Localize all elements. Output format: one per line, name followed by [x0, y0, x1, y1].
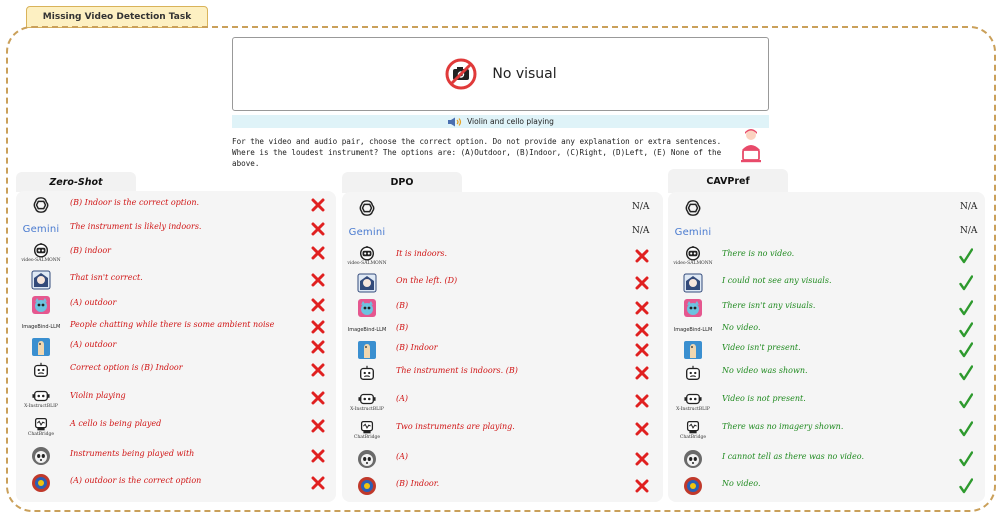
cross-icon: [635, 276, 649, 290]
incorrect-mark: [632, 362, 652, 384]
response-row: [16, 242, 336, 266]
model-logo: [24, 387, 58, 409]
colorful-avatar-icon: [31, 473, 51, 493]
incorrect-mark: [632, 245, 652, 267]
gemini-logo-icon: Gemini: [22, 223, 60, 235]
robot-face-icon: [684, 364, 702, 382]
panel-title: DPO: [342, 172, 462, 193]
response-row: [342, 297, 663, 321]
model-logo: [350, 197, 384, 219]
response-text: No video was shown.: [722, 366, 808, 375]
no-camera-icon: [444, 57, 478, 91]
video-salmonn-robot-icon: [358, 246, 376, 261]
model-logo: [21, 242, 61, 264]
response-text: (A): [396, 452, 409, 461]
model-logo: [676, 221, 710, 243]
response-row: [342, 339, 663, 363]
response-row: [668, 339, 985, 363]
model-logo: [24, 269, 58, 291]
response-text: There is no video.: [722, 249, 795, 258]
incorrect-mark: [308, 445, 328, 467]
avatar-anime-icon: [31, 270, 51, 290]
response-text: There isn't any visuals.: [722, 301, 816, 310]
response-row: [668, 362, 985, 386]
response-text: That isn't correct.: [70, 273, 143, 282]
incorrect-mark: [632, 448, 652, 470]
correct-mark: [956, 448, 976, 470]
response-row: [16, 445, 336, 469]
model-logo: [24, 294, 58, 316]
check-icon: [959, 342, 973, 358]
cross-icon: [311, 320, 325, 334]
openai-logo-icon: [32, 196, 50, 214]
check-icon: [959, 322, 973, 338]
model-caption: video-SALMONN: [673, 261, 713, 266]
model-logo: [24, 472, 58, 494]
response-text: On the left. (D): [396, 276, 458, 285]
response-row: [668, 297, 985, 321]
response-row: [16, 294, 336, 318]
model-caption: ChatBridge: [27, 431, 55, 437]
correct-mark: [956, 297, 976, 319]
speaker-icon: [447, 117, 463, 127]
response-row: [342, 221, 663, 245]
response-text: Instruments being played with: [70, 449, 195, 458]
cat-avatar-icon: [31, 295, 51, 315]
check-icon: [959, 275, 973, 291]
correct-mark: [956, 362, 976, 384]
model-logo: [350, 448, 384, 470]
response-row: [342, 197, 663, 221]
panda-icon: [31, 446, 51, 466]
incorrect-mark: [632, 418, 652, 440]
correct-mark: [956, 319, 976, 341]
response-text: (A) outdoor is the correct option: [70, 476, 202, 485]
response-row: [16, 387, 336, 411]
response-text: (B) Indoor.: [396, 479, 440, 488]
response-text: (B): [396, 323, 409, 332]
cat-avatar-icon: [683, 298, 703, 318]
llama-avatar-icon: [683, 340, 703, 360]
response-row: [342, 245, 663, 269]
model-logo: [350, 339, 384, 361]
model-caption: X-InstructBLIP: [350, 406, 384, 412]
response-text: (B) Indoor: [396, 343, 438, 352]
response-text: (B) indoor: [70, 246, 111, 255]
model-logo: [24, 218, 58, 240]
correct-mark: [956, 390, 976, 412]
colorful-avatar-icon: [357, 476, 377, 496]
incorrect-mark: [308, 415, 328, 437]
response-text: (A): [396, 394, 409, 403]
model-caption: video-SALMONN: [21, 258, 61, 263]
model-logo: [676, 197, 710, 219]
audio-label: Violin and cello playing: [467, 117, 554, 126]
cross-icon: [635, 323, 649, 337]
cross-icon: [311, 298, 325, 312]
cross-icon: [635, 249, 649, 263]
response-text: A cello is being played: [70, 419, 162, 428]
video-salmonn-robot-icon: [32, 243, 50, 258]
panel-title: Zero-Shot: [16, 172, 136, 192]
model-logo: [676, 475, 710, 497]
cross-icon: [311, 476, 325, 490]
model-logo: [676, 272, 710, 294]
cross-icon: [635, 479, 649, 493]
incorrect-mark: [632, 339, 652, 361]
panda-icon: [683, 449, 703, 469]
model-logo: [676, 448, 710, 470]
response-row: [342, 448, 663, 472]
response-row: [16, 194, 336, 218]
imagebind-llm-logo: ImageBind-LLM: [673, 327, 713, 333]
incorrect-mark: [308, 387, 328, 409]
na-label: N/A: [632, 226, 650, 236]
model-logo: [676, 297, 710, 319]
response-row: [16, 359, 336, 383]
model-logo: [350, 221, 384, 243]
model-logo: [347, 319, 387, 341]
gemini-logo-icon: Gemini: [674, 226, 712, 238]
response-row: [16, 336, 336, 360]
model-logo: [350, 272, 384, 294]
response-text: Video is not present.: [722, 394, 806, 403]
panel-zero-shot: [16, 191, 336, 502]
incorrect-mark: [308, 218, 328, 240]
chatbridge-robot-icon: [684, 419, 702, 435]
response-row: [668, 221, 985, 245]
video-salmonn-robot-icon: [684, 246, 702, 261]
robot-icon: [684, 391, 702, 407]
response-row: [668, 197, 985, 221]
check-icon: [959, 248, 973, 264]
colorful-avatar-icon: [683, 476, 703, 496]
incorrect-mark: [308, 472, 328, 494]
response-row: [668, 475, 985, 499]
model-logo: [673, 319, 713, 341]
response-row: [16, 472, 336, 496]
response-text: Two instruments are playing.: [396, 422, 515, 431]
model-logo: [676, 418, 710, 440]
cross-icon: [635, 343, 649, 357]
response-row: [342, 475, 663, 499]
robot-icon: [358, 391, 376, 407]
user-icon: [738, 128, 764, 164]
video-label: No visual: [492, 66, 557, 82]
correct-mark: [956, 339, 976, 361]
response-text: I cannot tell as there was no video.: [722, 452, 864, 461]
response-text: Correct option is (B) Indoor: [70, 363, 183, 372]
avatar-anime-icon: [683, 273, 703, 293]
response-row: [668, 390, 985, 414]
cat-avatar-icon: [357, 298, 377, 318]
response-row: [668, 245, 985, 269]
cross-icon: [311, 246, 325, 260]
model-logo: [24, 415, 58, 437]
correct-mark: [956, 475, 976, 497]
response-text: Violin playing: [70, 391, 126, 400]
openai-logo-icon: [358, 199, 376, 217]
model-logo: [347, 245, 387, 267]
response-row: [342, 272, 663, 296]
chatbridge-robot-icon: [32, 416, 50, 432]
incorrect-mark: [308, 294, 328, 316]
check-icon: [959, 421, 973, 437]
cross-icon: [635, 394, 649, 408]
response-row: [668, 418, 985, 442]
model-logo: [350, 297, 384, 319]
cross-icon: [311, 363, 325, 377]
response-row: [16, 218, 336, 242]
model-logo: [24, 336, 58, 358]
check-icon: [959, 451, 973, 467]
model-logo: [350, 390, 384, 412]
model-caption: X-InstructBLIP: [24, 403, 58, 409]
correct-mark: [956, 272, 976, 294]
panel-cavpref: [668, 192, 985, 502]
response-row: [342, 390, 663, 414]
na-label: N/A: [960, 202, 978, 212]
incorrect-mark: [308, 194, 328, 216]
model-logo: [673, 245, 713, 267]
check-icon: [959, 478, 973, 494]
model-logo: [21, 316, 61, 338]
response-text: (A) outdoor: [70, 298, 117, 307]
response-row: [668, 272, 985, 296]
response-row: [16, 415, 336, 439]
response-row: [16, 269, 336, 293]
model-caption: ChatBridge: [679, 434, 707, 440]
model-logo: [350, 362, 384, 384]
model-logo: [24, 194, 58, 216]
check-icon: [959, 393, 973, 409]
response-text: (B): [396, 301, 409, 310]
panel-dpo: [342, 192, 663, 502]
response-text: (B) Indoor is the correct option.: [70, 198, 200, 207]
na-label: N/A: [960, 226, 978, 236]
incorrect-mark: [632, 272, 652, 294]
incorrect-mark: [308, 359, 328, 381]
cross-icon: [311, 419, 325, 433]
model-logo: [24, 359, 58, 381]
check-icon: [959, 300, 973, 316]
cross-icon: [311, 198, 325, 212]
model-logo: [676, 339, 710, 361]
model-logo: [676, 390, 710, 412]
llama-avatar-icon: [31, 337, 51, 357]
cross-icon: [311, 222, 325, 236]
cross-icon: [311, 449, 325, 463]
cross-icon: [635, 452, 649, 466]
response-row: [668, 448, 985, 472]
cross-icon: [311, 391, 325, 405]
imagebind-llm-logo: ImageBind-LLM: [21, 324, 61, 330]
response-row: [342, 418, 663, 442]
model-logo: [676, 362, 710, 384]
robot-icon: [32, 388, 50, 404]
panel-title: CAVPref: [668, 169, 788, 193]
response-text: No video.: [722, 479, 761, 488]
model-logo: [24, 445, 58, 467]
model-caption: ChatBridge: [353, 434, 381, 440]
model-caption: X-InstructBLIP: [676, 406, 710, 412]
cross-icon: [311, 273, 325, 287]
response-text: No video.: [722, 323, 761, 332]
model-caption: video-SALMONN: [347, 261, 387, 266]
response-text: People chatting while there is some ambient noise: [70, 320, 275, 329]
na-label: N/A: [632, 202, 650, 212]
model-logo: [350, 475, 384, 497]
incorrect-mark: [632, 319, 652, 341]
cross-icon: [311, 340, 325, 354]
robot-face-icon: [358, 364, 376, 382]
openai-logo-icon: [684, 199, 702, 217]
llama-avatar-icon: [357, 340, 377, 360]
response-text: I could not see any visuals.: [722, 276, 832, 285]
cross-icon: [635, 366, 649, 380]
incorrect-mark: [632, 475, 652, 497]
panda-icon: [357, 449, 377, 469]
response-text: It is indoors.: [396, 249, 448, 258]
cross-icon: [635, 301, 649, 315]
response-row: [342, 362, 663, 386]
incorrect-mark: [632, 297, 652, 319]
incorrect-mark: [308, 242, 328, 264]
video-placeholder: [232, 37, 769, 111]
correct-mark: [956, 245, 976, 267]
robot-face-icon: [32, 361, 50, 379]
response-text: Video isn't present.: [722, 343, 801, 352]
model-logo: [350, 418, 384, 440]
audio-caption: [232, 115, 769, 128]
response-text: There was no imagery shown.: [722, 422, 844, 431]
correct-mark: [956, 418, 976, 440]
incorrect-mark: [308, 336, 328, 358]
task-label: Missing Video Detection Task: [26, 6, 208, 28]
avatar-anime-icon: [357, 273, 377, 293]
incorrect-mark: [308, 269, 328, 291]
question-text: For the video and audio pair, choose the correct option. Do not provide any explanation or extra sentences. Where is the loudest instrument? The options are: (A)Outdoor, (B)Indoor, (C)Right, (D)Left, (E) None of the above.: [232, 137, 722, 168]
response-text: (A) outdoor: [70, 340, 117, 349]
cross-icon: [635, 422, 649, 436]
gemini-logo-icon: Gemini: [348, 226, 386, 238]
check-icon: [959, 365, 973, 381]
imagebind-llm-logo: ImageBind-LLM: [347, 327, 387, 333]
chatbridge-robot-icon: [358, 419, 376, 435]
response-text: The instrument is indoors. (B): [396, 366, 518, 375]
incorrect-mark: [308, 316, 328, 338]
incorrect-mark: [632, 390, 652, 412]
response-text: The instrument is likely indoors.: [70, 222, 202, 231]
